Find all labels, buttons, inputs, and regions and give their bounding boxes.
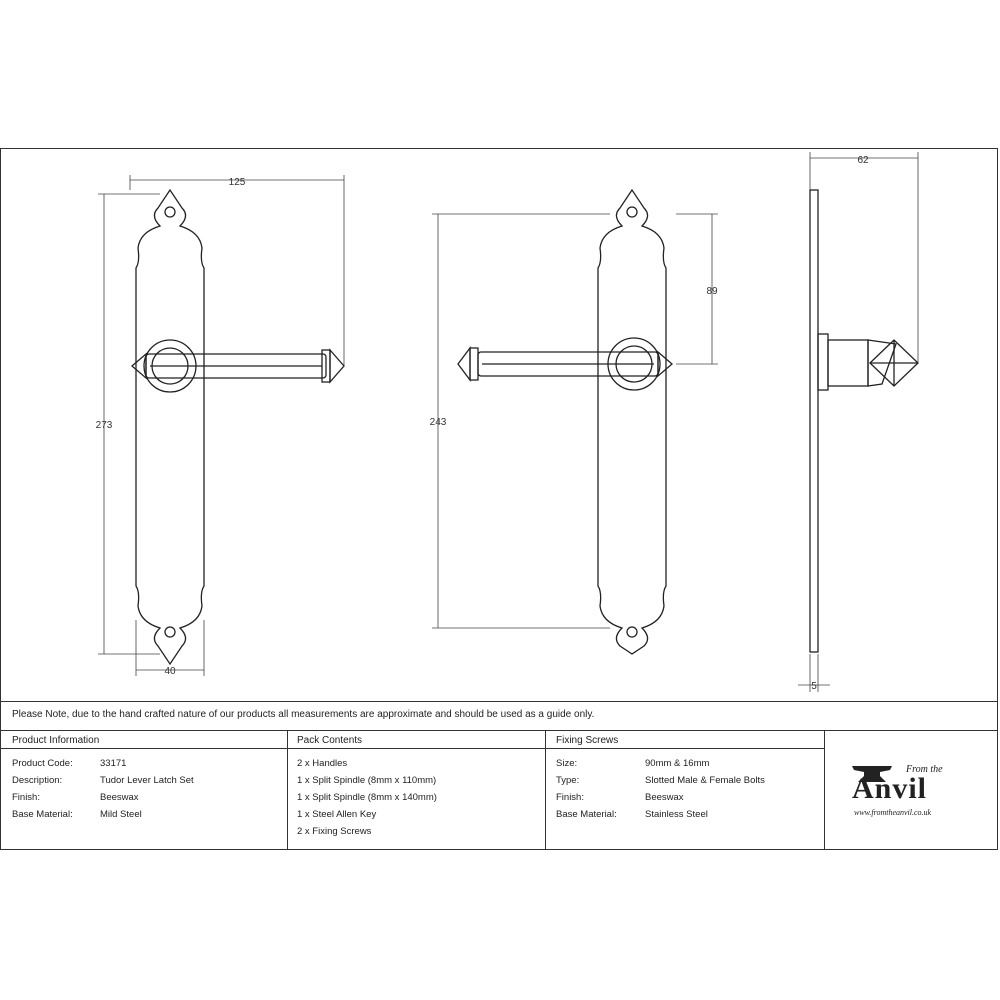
front-dimension-lines: [95, 175, 344, 676]
screw-size-label: Size:: [556, 758, 578, 769]
product-code-label: Product Code:: [12, 758, 73, 769]
screw-type-label: Type:: [556, 775, 580, 786]
from-the-anvil-logo: [848, 758, 978, 828]
screw-type-value: Slotted Male & Female Bolts: [645, 775, 765, 786]
finish-value: Beeswax: [100, 792, 139, 803]
table-header-border: [0, 730, 998, 731]
logo-from-the: From the: [906, 764, 943, 775]
middle-view-backplate: [598, 190, 666, 654]
screw-finish-label: Finish:: [556, 792, 584, 803]
product-information-heading: Product Information: [12, 735, 100, 746]
column-divider-3: [824, 730, 825, 850]
table-subheader-border: [0, 748, 824, 749]
middle-dimension-lines: [429, 214, 718, 628]
finish-label: Finish:: [12, 792, 40, 803]
screw-finish-value: Beeswax: [645, 792, 684, 803]
front-view-backplate: [136, 190, 204, 664]
base-material-label: Base Material:: [12, 809, 73, 820]
table-top-border: [0, 701, 998, 702]
logo-brand: Anvil: [852, 772, 928, 805]
pack-item: 2 x Handles: [297, 758, 348, 769]
description-label: Description:: [12, 775, 63, 786]
front-height-label: 273: [95, 420, 113, 431]
middle-view-handle: [458, 338, 672, 390]
front-view-handle: [132, 340, 344, 392]
side-height-label: 243: [429, 417, 447, 428]
profile-dimension-lines: [798, 152, 918, 692]
column-divider-1: [287, 730, 288, 850]
profile-view: [810, 190, 918, 652]
pack-item: 1 x Split Spindle (8mm x 140mm): [297, 792, 437, 803]
pack-item: 2 x Fixing Screws: [297, 826, 372, 837]
pack-contents-heading: Pack Contents: [297, 735, 363, 746]
column-divider-2: [545, 730, 546, 850]
fixing-screws-heading: Fixing Screws: [556, 735, 619, 746]
projection-label: 62: [857, 155, 869, 166]
plate-width-label: 40: [164, 666, 176, 677]
measurement-note: Please Note, due to the hand crafted nature of our products all measurements are approximate and should be used as a guide only.: [12, 709, 595, 720]
pack-item: 1 x Steel Allen Key: [297, 809, 377, 820]
base-material-value: Mild Steel: [100, 809, 142, 820]
product-code-value: 33171: [100, 758, 127, 769]
screw-material-value: Stainless Steel: [645, 809, 708, 820]
description-value: Tudor Lever Latch Set: [100, 775, 194, 786]
screw-material-label: Base Material:: [556, 809, 617, 820]
logo-url: www.fromtheanvil.co.uk: [854, 808, 932, 817]
pack-item: 1 x Split Spindle (8mm x 110mm): [297, 775, 437, 786]
screw-size-value: 90mm & 16mm: [645, 758, 710, 769]
plate-thickness-label: 5: [811, 681, 817, 692]
front-width-label: 125: [228, 177, 246, 188]
spindle-height-label: 89: [706, 286, 718, 297]
